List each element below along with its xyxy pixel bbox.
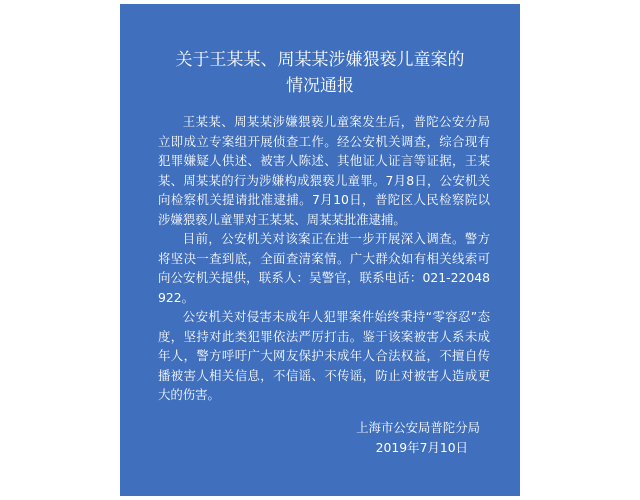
signature-organization: 上海市公安局普陀分局 <box>356 420 480 435</box>
notice-panel <box>120 4 520 496</box>
notice-paragraph-3: 公安机关对侵害未成年人犯罪案件始终秉持“零容忍”态度，坚持对此类犯罪依法严厉打击。鉴于该案被害人系未成年人，警方呼吁广大网友保护未成年人合法权益，不擅自传播被害人相关信息，不信谣、不传谣，防止对被害人造成更大的伤害。 <box>158 309 490 402</box>
notice-paragraph-2: 目前，公安机关对该案正在进一步开展深入调查。警方将坚决一查到底，全面查清案情。广大群众如有相关线索可向公安机关提供，联系人：吴警官，联系电话：021-22048922。 <box>158 231 490 305</box>
notice-title-line-2: 情况通报 <box>286 76 354 96</box>
notice-paragraph-1: 王某某、周某某涉嫌猥亵儿童案发生后，普陀公安分局立即成立专案组开展侦查工作。经公安机关调查，综合现有犯罪嫌疑人供述、被害人陈述、其他证人证言等证据，王某某、周某某的行为涉嫌构成猥亵儿童罪。7月8日，公安机关向检察机关提请批准逮捕。7月10日，普陀区人民检察院以涉嫌猥亵儿童罪对王某某、周某某批准逮捕。 <box>158 114 490 227</box>
notice-title-line-1: 关于王某某、周某某涉嫌猥亵儿童案的 <box>175 50 465 70</box>
notice-body <box>158 112 490 405</box>
signature-date: 2019年7月10日 <box>375 440 468 455</box>
